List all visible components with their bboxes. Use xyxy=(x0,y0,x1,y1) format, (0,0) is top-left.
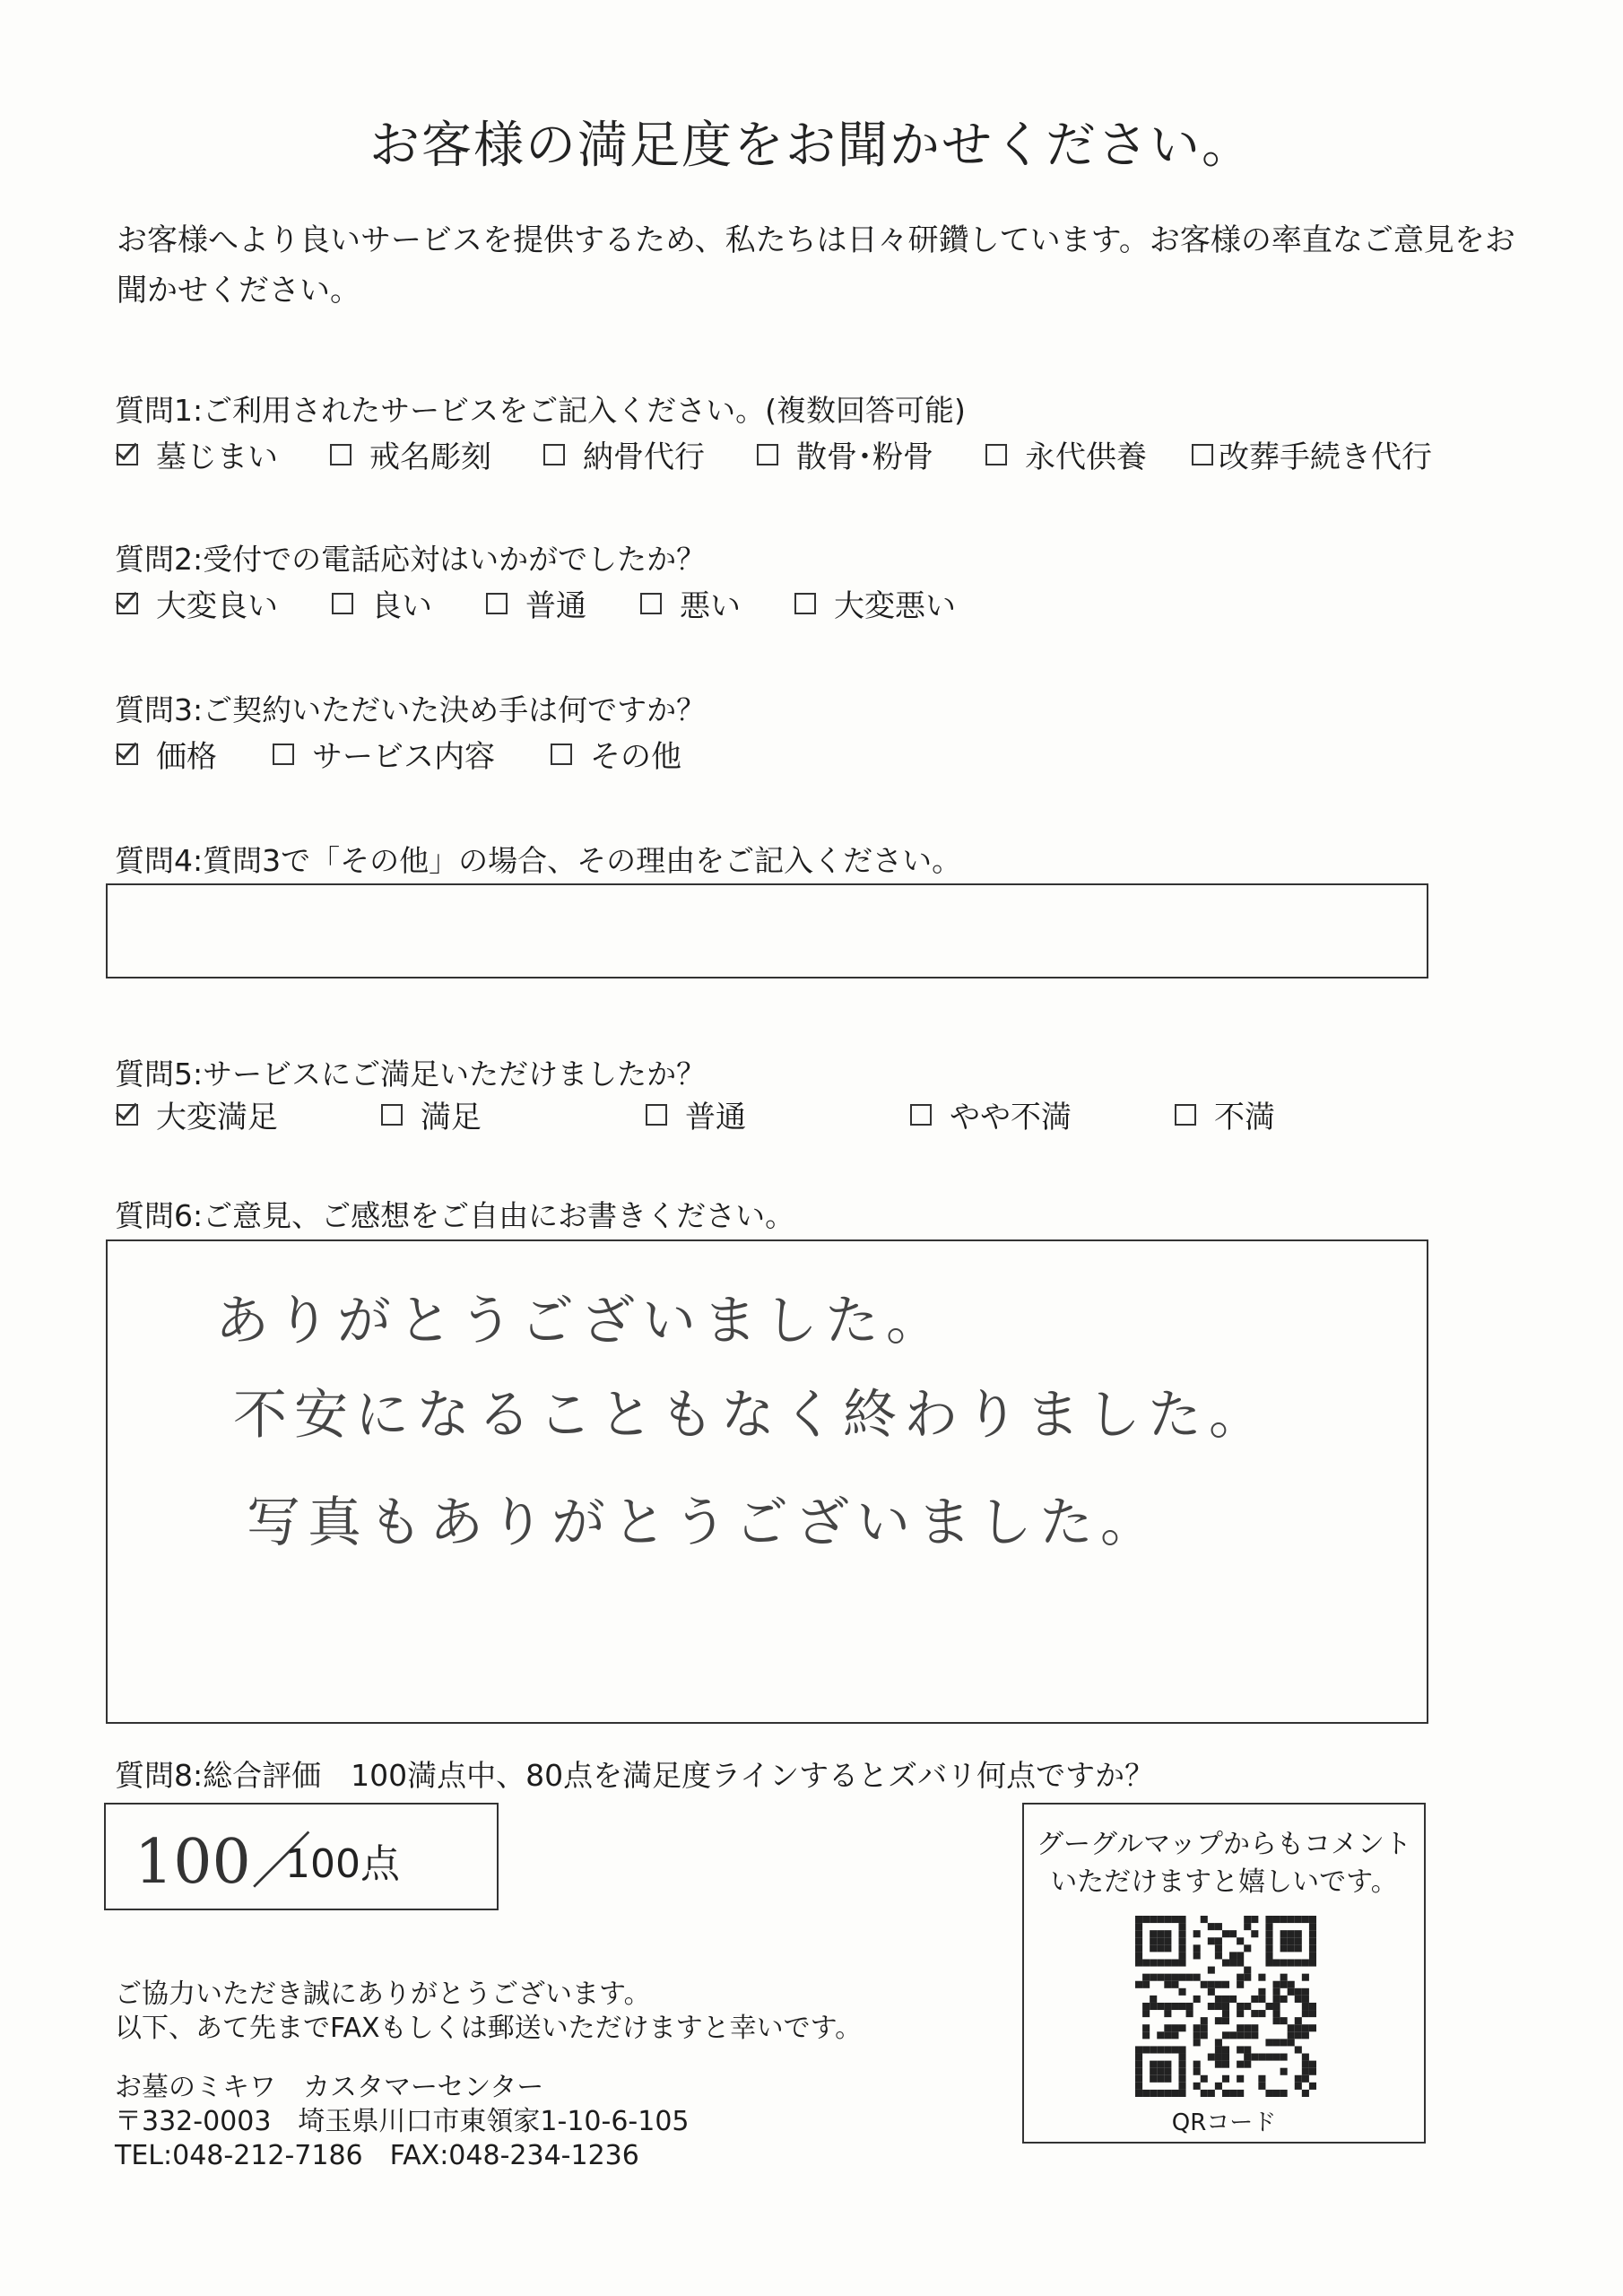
q1-option-6[interactable] xyxy=(1192,432,1432,476)
checkbox[interactable] xyxy=(117,444,138,465)
checkbox[interactable] xyxy=(332,593,353,614)
checkbox[interactable] xyxy=(646,1104,667,1126)
checkbox[interactable] xyxy=(117,1104,138,1126)
checkbox[interactable] xyxy=(1192,444,1213,465)
question-5-options xyxy=(117,1092,1275,1136)
option-label: 永代供養 xyxy=(1025,439,1147,475)
question-1-options xyxy=(117,432,1432,476)
question-8-label: 質問8:総合評価 100満点中、80点を満足度ラインするとズバリ何点ですか？ xyxy=(115,1758,1155,1793)
score-suffix: 100点 xyxy=(285,1841,400,1887)
qr-message-line-2: いただけますと嬉しいです。 xyxy=(1050,1866,1398,1898)
q5-option-5[interactable] xyxy=(1175,1092,1275,1136)
q1-option-4[interactable] xyxy=(757,432,933,476)
question-4-answer-box[interactable] xyxy=(106,883,1428,978)
checkbox[interactable] xyxy=(551,744,572,765)
q5-option-4[interactable] xyxy=(910,1092,1175,1136)
handwritten-comment-line-2: 不安になることもなく終わりました。 xyxy=(233,1384,1270,1447)
question-3-options xyxy=(117,732,681,776)
intro-text: お客様へより良いサービスを提供するため、私たちは日々研鑽しています。お客様の率直なご意見をお聞かせください。 xyxy=(117,222,1515,309)
checkbox[interactable] xyxy=(1175,1104,1196,1126)
option-label: 普通 xyxy=(685,1100,746,1135)
checkbox[interactable] xyxy=(910,1104,932,1126)
checkbox[interactable] xyxy=(330,444,352,465)
q2-option-4[interactable] xyxy=(640,581,741,625)
company-phone-fax: TEL:048-212-7186 FAX:048-234-1236 xyxy=(115,2140,639,2171)
option-label: やや不満 xyxy=(950,1100,1072,1135)
q2-option-3[interactable] xyxy=(486,581,586,625)
qr-message xyxy=(1024,1826,1424,1901)
option-label: 価格 xyxy=(156,739,217,775)
option-label: 散骨･粉骨 xyxy=(796,439,933,475)
q3-option-2[interactable] xyxy=(273,732,495,776)
q3-option-3[interactable] xyxy=(551,732,681,776)
checkbox[interactable] xyxy=(117,593,138,614)
handwritten-comment-line-3: 写真もありがとうございました。 xyxy=(247,1492,1161,1554)
checkbox[interactable] xyxy=(117,744,138,765)
q5-option-2[interactable] xyxy=(381,1092,646,1136)
option-label: 墓じまい xyxy=(156,439,278,475)
option-label: 満足 xyxy=(421,1100,482,1135)
option-label: 大変満足 xyxy=(156,1100,278,1135)
option-label: 悪い xyxy=(680,588,741,624)
question-4-label: 質問4:質問3で「その他」の場合、その理由をご記入ください。 xyxy=(115,843,962,878)
checkbox[interactable] xyxy=(757,444,778,465)
option-label: 改葬手続き代行 xyxy=(1219,439,1432,475)
checkbox[interactable] xyxy=(794,593,816,614)
q2-option-1[interactable] xyxy=(117,581,278,625)
handwritten-score: 100／ xyxy=(135,1827,312,1898)
checkbox[interactable] xyxy=(640,593,662,614)
question-3-label: 質問3:ご契約いただいた決め手は何ですか？ xyxy=(115,692,707,727)
q5-option-3[interactable] xyxy=(646,1092,910,1136)
q5-option-1[interactable] xyxy=(117,1092,381,1136)
option-label: その他 xyxy=(590,739,681,775)
checkbox[interactable] xyxy=(486,593,508,614)
option-label: 良い xyxy=(371,588,432,624)
q2-option-5[interactable] xyxy=(794,581,956,625)
q1-option-3[interactable] xyxy=(543,432,705,476)
qr-panel xyxy=(1022,1803,1426,2144)
qr-message-line-1: グーグルマップからもコメント xyxy=(1037,1829,1411,1860)
checkbox[interactable] xyxy=(273,744,294,765)
handwritten-comment-line-1: ありがとうございました。 xyxy=(215,1290,947,1352)
question-2-label: 質問2:受付での電話応対はいかがでしたか？ xyxy=(115,542,707,577)
option-label: 大変悪い xyxy=(834,588,956,624)
company-name: お墓のミキワ カスタマーセンター xyxy=(115,2072,544,2103)
footer-thanks: ご協力いただき誠にありがとうございます。 xyxy=(115,1979,651,2010)
option-label: 大変良い xyxy=(156,588,278,624)
option-label: 戒名彫刻 xyxy=(369,439,491,475)
q1-option-1[interactable] xyxy=(117,432,278,476)
option-label: 普通 xyxy=(525,588,586,624)
option-label: 不満 xyxy=(1214,1100,1275,1135)
question-5-label: 質問5:サービスにご満足いただけましたか？ xyxy=(115,1057,707,1091)
qr-label: QRコード xyxy=(1171,2109,1277,2136)
checkbox[interactable] xyxy=(381,1104,403,1126)
page-title: お客様の満足度をお聞かせください。 xyxy=(369,117,1254,175)
q1-option-5[interactable] xyxy=(985,432,1147,476)
q3-option-1[interactable] xyxy=(117,732,217,776)
question-2-options xyxy=(117,581,956,625)
company-address: 〒332-0003 埼玉県川口市東領家1-10-6-105 xyxy=(115,2106,690,2137)
q2-option-2[interactable] xyxy=(332,581,432,625)
checkbox[interactable] xyxy=(985,444,1007,465)
q1-option-2[interactable] xyxy=(330,432,491,476)
option-label: サービス内容 xyxy=(312,739,495,775)
option-label: 納骨代行 xyxy=(583,439,705,475)
question-1-label: 質問1:ご利用されたサービスをご記入ください。(複数回答可能) xyxy=(115,393,966,428)
checkbox[interactable] xyxy=(543,444,565,465)
question-6-label: 質問6:ご意見、ご感想をご自由にお書きください。 xyxy=(115,1198,795,1233)
qr-code-icon[interactable] xyxy=(1135,1916,1316,2097)
footer-instruction: 以下、あて先までFAXもしくは郵送いただけますと幸いです。 xyxy=(115,2013,863,2044)
